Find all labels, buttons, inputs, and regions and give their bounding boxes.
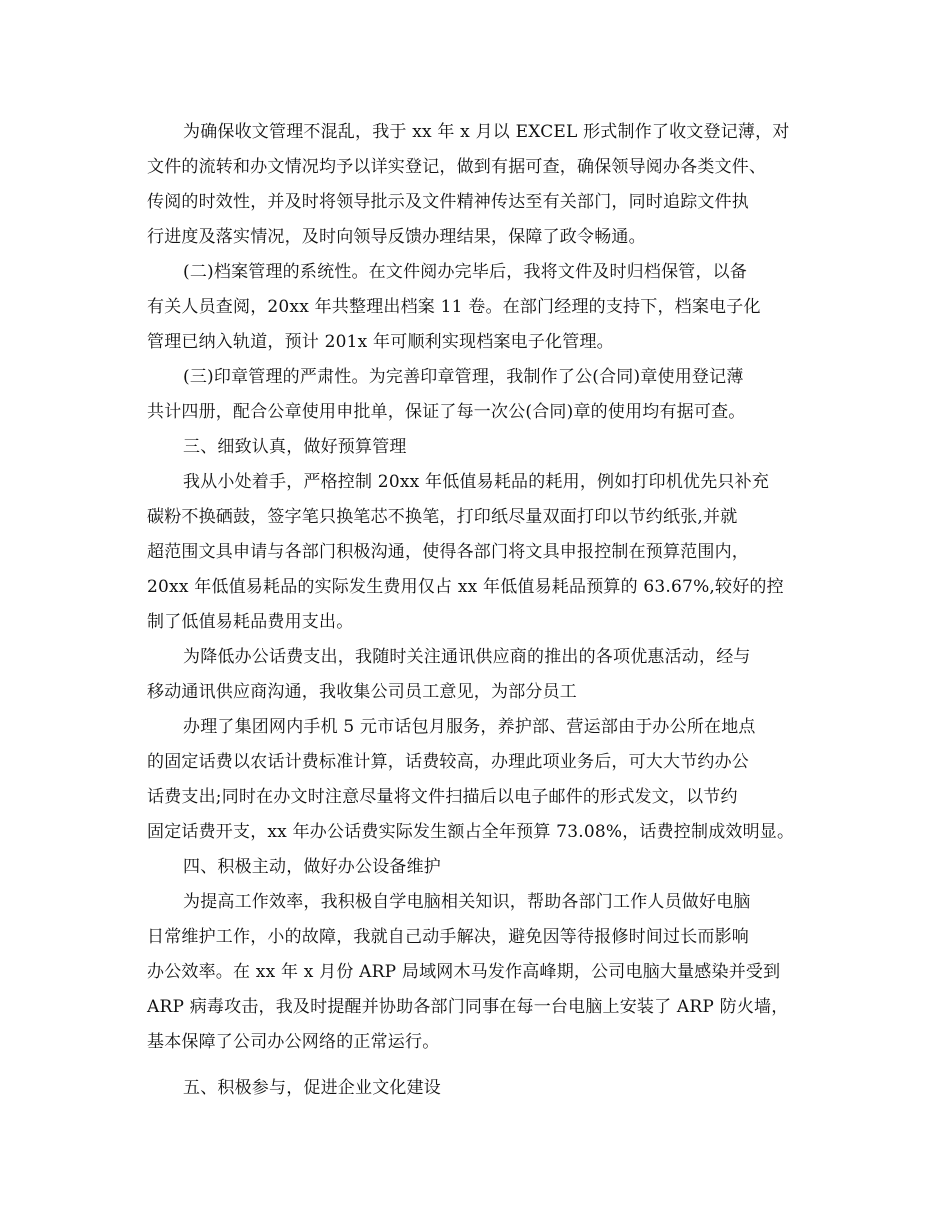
- paragraph-line: 碳粉不换硒鼓，签字笔只换笔芯不换笔，打印纸尽量双面打印以节约纸张,并就: [147, 507, 738, 527]
- paragraph-line: 办理了集团网内手机 5 元市话包月服务，养护部、营运部由于办公所在地点: [183, 717, 756, 737]
- paragraph-line: 行进度及落实情况，及时向领导反馈办理结果，保障了政令畅通。: [147, 227, 646, 247]
- paragraph-line: 管理已纳入轨道，预计 201x 年可顺利实现档案电子化管理。: [147, 332, 614, 352]
- paragraph-line: 我从小处着手，严格控制 20xx 年低值易耗品的耗用，例如打印机优先只补充: [183, 472, 770, 492]
- paragraph-line: (二)档案管理的系统性。在文件阅办完毕后，我将文件及时归档保管，以备: [183, 262, 748, 282]
- paragraph-line: 超范围文具申请与各部门积极沟通，使得各部门将文具申报控制在预算范围内，: [147, 542, 749, 562]
- paragraph-line: 办公效率。在 xx 年 x 月份 ARP 局域网木马发作高峰期，公司电脑大量感染并受到: [147, 962, 781, 982]
- paragraph-line: 基本保障了公司办公网络的正常运行。: [147, 1032, 440, 1052]
- paragraph-line: 移动通讯供应商沟通，我收集公司员工意见，为部分员工: [147, 682, 577, 702]
- paragraph-line: ARP 病毒攻击，我及时提醒并协助各部门同事在每一台电脑上安装了 ARP 防火墙，: [147, 997, 789, 1017]
- paragraph-line: 日常维护工作，小的故障，我就自己动手解决，避免因等待报修时间过长而影响: [147, 927, 749, 947]
- paragraph-line: 话费支出;同时在办文时注意尽量将文件扫描后以电子邮件的形式发文，以节约: [147, 787, 738, 807]
- paragraph-line: (三)印章管理的严肃性。为完善印章管理，我制作了公(合同)章使用登记薄: [183, 367, 744, 387]
- section-heading: 四、积极主动，做好办公设备维护: [183, 857, 441, 877]
- section-heading: 三、细致认真，做好预算管理: [183, 437, 407, 457]
- paragraph-line: 制了低值易耗品费用支出。: [147, 612, 354, 632]
- paragraph-line: 为确保收文管理不混乱，我于 xx 年 x 月以 EXCEL 形式制作了收文登记薄，对: [183, 122, 790, 142]
- paragraph-line: 的固定话费以农话计费标准计算，话费较高，办理此项业务后，可大大节约办公: [147, 752, 749, 772]
- paragraph-line: 为提高工作效率，我积极自学电脑相关知识，帮助各部门工作人员做好电脑: [183, 892, 751, 912]
- paragraph-line: 有关人员查阅，20xx 年共整理出档案 11 卷。在部门经理的支持下，档案电子化: [147, 297, 761, 317]
- paragraph-line: 传阅的时效性，并及时将领导批示及文件精神传达至有关部门，同时追踪文件执: [147, 192, 749, 212]
- paragraph-line: 文件的流转和办文情况均予以详实登记，做到有据可查，确保领导阅办各类文件、: [147, 157, 767, 177]
- paragraph-line: 固定话费开支，xx 年办公话费实际发生额占全年预算 73.08%，话费控制成效明显。: [147, 822, 795, 842]
- paragraph-line: 为降低办公话费支出，我随时关注通讯供应商的推出的各项优惠活动，经与: [183, 647, 751, 667]
- section-heading: 五、积极参与，促进企业文化建设: [183, 1078, 441, 1098]
- paragraph-line: 共计四册，配合公章使用申批单，保证了每一次公(合同)章的使用均有据可查。: [147, 402, 746, 422]
- paragraph-line: 20xx 年低值易耗品的实际发生费用仅占 xx 年低值易耗品预算的 63.67%,较好的控: [147, 577, 784, 597]
